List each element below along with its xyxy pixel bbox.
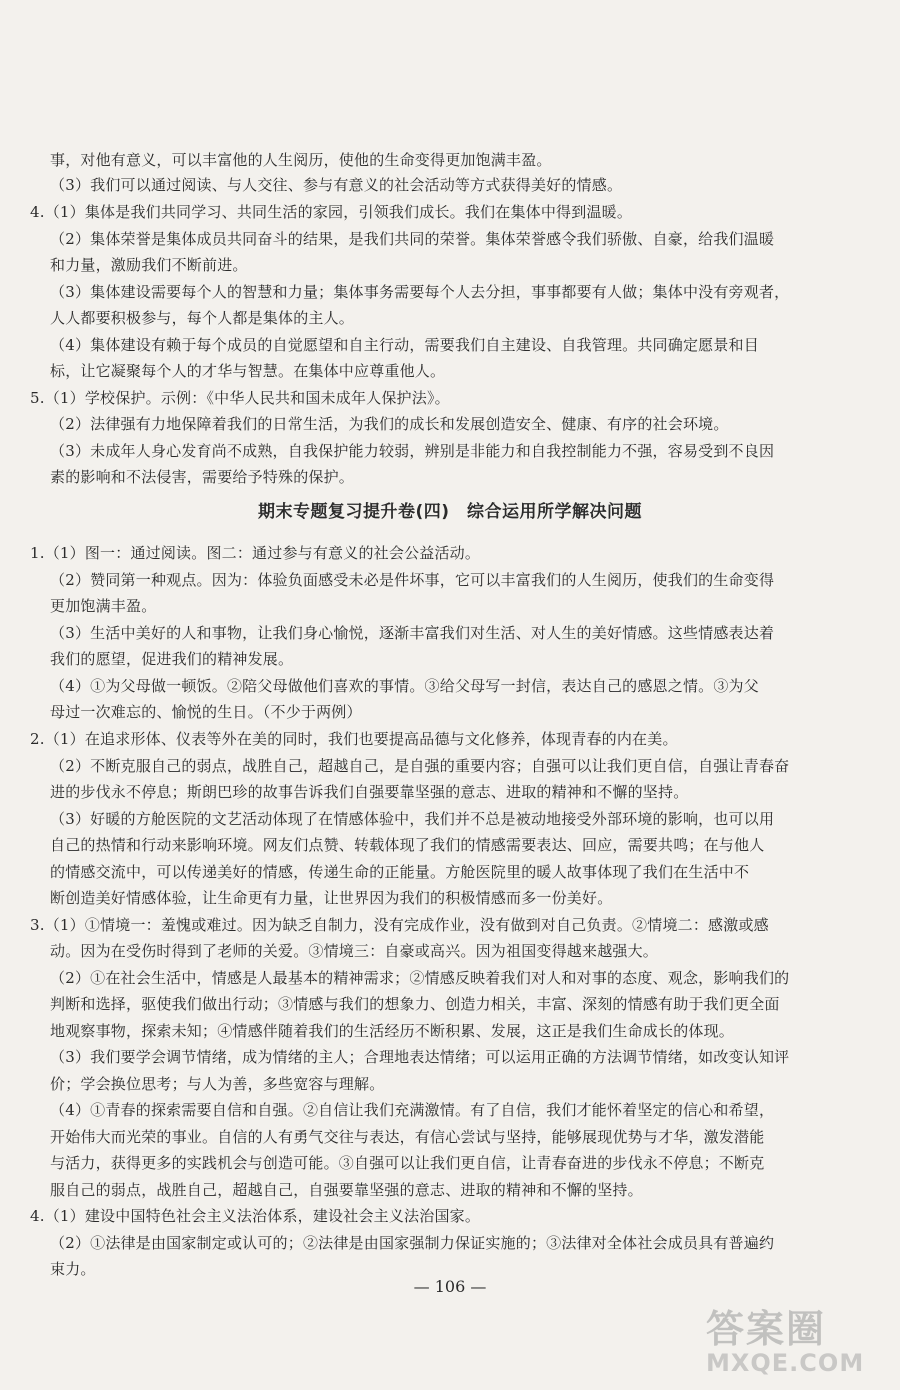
text-line: 价；学会换位思考；与人为善，多些宽容与理解。 (50, 1075, 385, 1093)
text-line: 束力。 (50, 1260, 96, 1278)
text-line: （3）未成年人身心发育尚不成熟，自我保护能力较弱，辨别是非能力和自我控制能力不强，容易受到不良因 (50, 442, 775, 460)
text-line: （2）不断克服自己的弱点，战胜自己，超越自己，是自强的重要内容；自强可以让我们更自信，自强让青春奋 (50, 757, 790, 775)
text-line: 自己的热情和行动来影响环境。网友们点赞、转载体现了我们的情感需要表达、回应，需要共鸣；在与他人 (50, 836, 765, 854)
text-line: （3）生活中美好的人和事物，让我们身心愉悦，逐渐丰富我们对生活、对人生的美好情感。这些情感表达着 (50, 624, 775, 642)
text-line: 2.（1）在追求形体、仪表等外在美的同时，我们也要提高品德与文化修养，体现青春的内在美。 (30, 730, 678, 748)
text-line: 4.（1）集体是我们共同学习、共同生活的家园，引领我们成长。我们在集体中得到温暖。 (30, 203, 633, 221)
text-line: （4）①青春的探索需要自信和自强。②自信让我们充满激情。有了自信，我们才能怀着坚定的信心和希望， (50, 1101, 775, 1119)
text-line: 判断和选择，驱使我们做出行动；③情感与我们的想象力、创造力相关，丰富、深刻的情感有助于我们更全面 (50, 995, 780, 1013)
text-line: 5.（1）学校保护。示例：《中华人民共和国未成年人保护法》。 (30, 389, 450, 407)
text-line: （2）集体荣誉是集体成员共同奋斗的结果，是我们共同的荣誉。集体荣誉感令我们骄傲、自豪，给我们温暖 (50, 230, 775, 248)
watermark-url: MXQE.COM (706, 1349, 865, 1377)
text-line: 事，对他有意义，可以丰富他的人生阅历，使他的生命变得更加饱满丰盈。 (50, 151, 552, 169)
text-line: （3）集体建设需要每个人的智慧和力量；集体事务需要每个人去分担，事事都要有人做；集体中没有旁观者， (50, 283, 790, 301)
text-line: （3）我们可以通过阅读、与人交往、参与有意义的社会活动等方式获得美好的情感。 (50, 176, 623, 194)
text-line: 动。因为在受伤时得到了老师的关爱。③情境三：自豪或高兴。因为祖国变得越来越强大。 (50, 942, 659, 960)
text-line: 人人都要积极参与，每个人都是集体的主人。 (50, 309, 355, 327)
text-line: （3）好暖的方舱医院的文艺活动体现了在情感体验中，我们并不总是被动地接受外部环境的影响，也可以用 (50, 810, 775, 828)
text-line: 地观察事物，探索未知；④情感伴随着我们的生活经历不断积累、发展，这正是我们生命成长的体现。 (50, 1022, 735, 1040)
text-line: 和力量，激励我们不断前进。 (50, 256, 248, 274)
text-line: 素的影响和不法侵害，需要给予特殊的保护。 (50, 468, 355, 486)
text-line: 与活力，获得更多的实践机会与创造可能。③自强可以让我们更自信，让青春奋进的步伐永不停息；不断克 (50, 1154, 765, 1172)
text-line: （2）赞同第一种观点。因为：体验负面感受未必是件坏事，它可以丰富我们的人生阅历，使我们的生命变得 (50, 571, 775, 589)
text-line: 开始伟大而光荣的事业。自信的人有勇气交往与表达，有信心尝试与坚持，能够展现优势与才华，激发潜能 (50, 1128, 765, 1146)
text-line: 标，让它凝聚每个人的才华与智慧。在集体中应尊重他人。 (50, 362, 446, 380)
text-line: 更加饱满丰盈。 (50, 597, 157, 615)
text-line: （2）①法律是由国家制定或认可的；②法律是由国家强制力保证实施的；③法律对全体社会成员具有普遍约 (50, 1234, 775, 1252)
text-line: （4）集体建设有赖于每个成员的自觉愿望和自主行动，需要我们自主建设、自我管理。共同确定愿景和目 (50, 336, 759, 354)
text-line: 1.（1）图一：通过阅读。图二：通过参与有意义的社会公益活动。 (30, 544, 481, 562)
text-line: 进的步伐永不停息；斯朗巴珍的故事告诉我们自强要靠坚强的意志、进取的精神和不懈的坚持。 (50, 783, 689, 801)
text-line: （2）①在社会生活中，情感是人最基本的精神需求；②情感反映着我们对人和对事的态度、观念，影响我们的 (50, 969, 790, 987)
text-line: 母过一次难忘的、愉悦的生日。（不少于两例） (50, 703, 362, 721)
text-line: 断创造美好情感体验，让生命更有力量，让世界因为我们的积极情感而多一份美好。 (50, 889, 613, 907)
text-line: （3）我们要学会调节情绪，成为情绪的主人；合理地表达情绪；可以运用正确的方法调节情绪，如改变认知评 (50, 1048, 790, 1066)
page-number: — 106 — (413, 1277, 487, 1296)
text-line: （2）法律强有力地保障着我们的日常生活，为我们的成长和发展创造安全、健康、有序的社会环境。 (50, 415, 729, 433)
text-line: 我们的愿望，促进我们的精神发展。 (50, 650, 294, 668)
watermark-logo: 答案圈 (706, 1307, 827, 1351)
watermark (706, 1298, 886, 1384)
text-line: 的情感交流中，可以传递美好的情感，传递生命的正能量。方舱医院里的暖人故事体现了我们在生活中不 (50, 863, 750, 881)
text-line: 4.（1）建设中国特色社会主义法治体系，建设社会主义法治国家。 (30, 1207, 481, 1225)
text-line: 服自己的弱点，战胜自己，超越自己，自强要靠坚强的意志、进取的精神和不懈的坚持。 (50, 1181, 643, 1199)
text-line: 3.（1）①情境一：羞愧或难过。因为缺乏自制力，没有完成作业，没有做到对自己负责。②情境二：感激或感 (30, 916, 769, 934)
section-title: 期末专题复习提升卷(四) 综合运用所学解决问题 (257, 502, 643, 522)
text-line: （4）①为父母做一顿饭。②陪父母做他们喜欢的事情。③给父母写一封信，表达自己的感恩之情。③为父 (50, 677, 759, 695)
